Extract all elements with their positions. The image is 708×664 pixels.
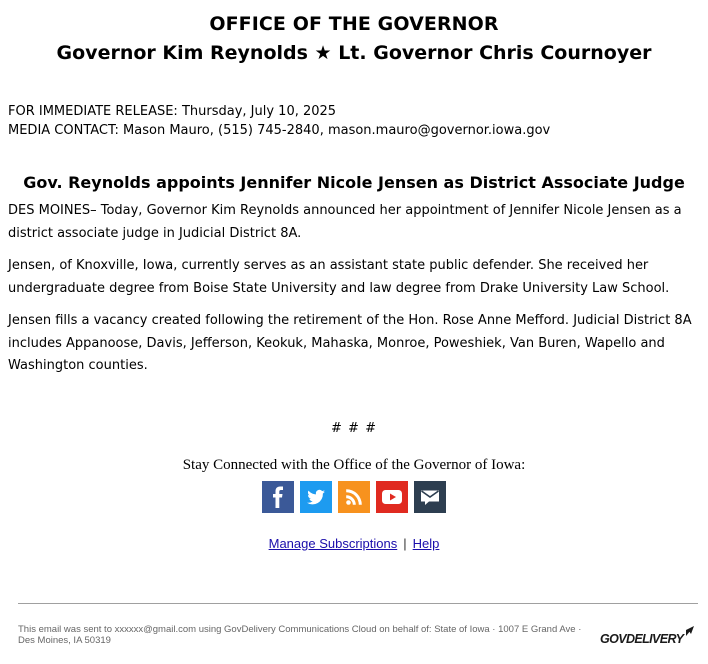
help-link[interactable]: Help [412,535,440,551]
article-body [0,200,708,378]
end-separator: # # # [331,420,377,436]
office-title: OFFICE OF THE GOVERNOR [209,13,499,35]
footer-disclaimer: This email was sent to xxxxxx@gmail.com using GovDelivery Communications Cloud on behalf of: State of Iowa · 1007 E Grand Ave · Des Moines, IA 50319 [18,624,582,646]
govdelivery-logo-text: GOVDELIVERY [600,632,684,646]
footer-divider [18,603,698,604]
email-header [0,0,708,69]
stay-connected-heading: Stay Connected with the Office of the Governor of Iowa: [182,456,526,473]
link-divider: | [403,535,407,551]
rss-button[interactable] [338,481,370,513]
govdelivery-logo-mark [686,626,694,636]
facebook-button[interactable] [262,481,294,513]
release-date: FOR IMMEDIATE RELEASE: Thursday, July 10, 2025 [8,104,337,119]
governors-line: Governor Kim Reynolds ★ Lt. Governor Chris Cournoyer [56,42,652,64]
social-links [0,481,708,513]
article-title: Gov. Reynolds appoints Jennifer Nicole Jensen as District Associate Judge [23,173,685,192]
twitter-button[interactable] [300,481,332,513]
youtube-button[interactable] [376,481,408,513]
paragraph-1: DES MOINES– Today, Governor Kim Reynolds announced her appointment of Jennifer Nicole Jensen as a district associate judge in Judicial District 8A. [8,203,682,241]
paragraph-3: Jensen fills a vacancy created following the retirement of the Hon. Rose Anne Mefford. Judicial District 8A includes Appanoose, Davis, Jefferson, Keokuk, Mahaska, Monroe, Poweshiek, Van Buren, Wapello and Washington counties. [8,313,692,373]
govdelivery-logo[interactable] [600,624,696,648]
manage-subscriptions-link[interactable]: Manage Subscriptions [268,535,398,551]
youtube-icon [376,481,408,513]
footer-links [0,536,708,551]
twitter-icon [300,481,332,513]
release-meta [8,102,708,140]
facebook-icon [262,481,294,513]
media-contact: MEDIA CONTACT: Mason Mauro, (515) 745-2840, mason.mauro@governor.iowa.gov [8,123,551,138]
paragraph-2: Jensen, of Knoxville, Iowa, currently serves as an assistant state public defender. She received her undergraduate degree from Boise State University and law degree from Drake University Law School. [8,258,670,296]
email-icon [414,481,446,513]
rss-icon [338,481,370,513]
email-button[interactable] [414,481,446,513]
